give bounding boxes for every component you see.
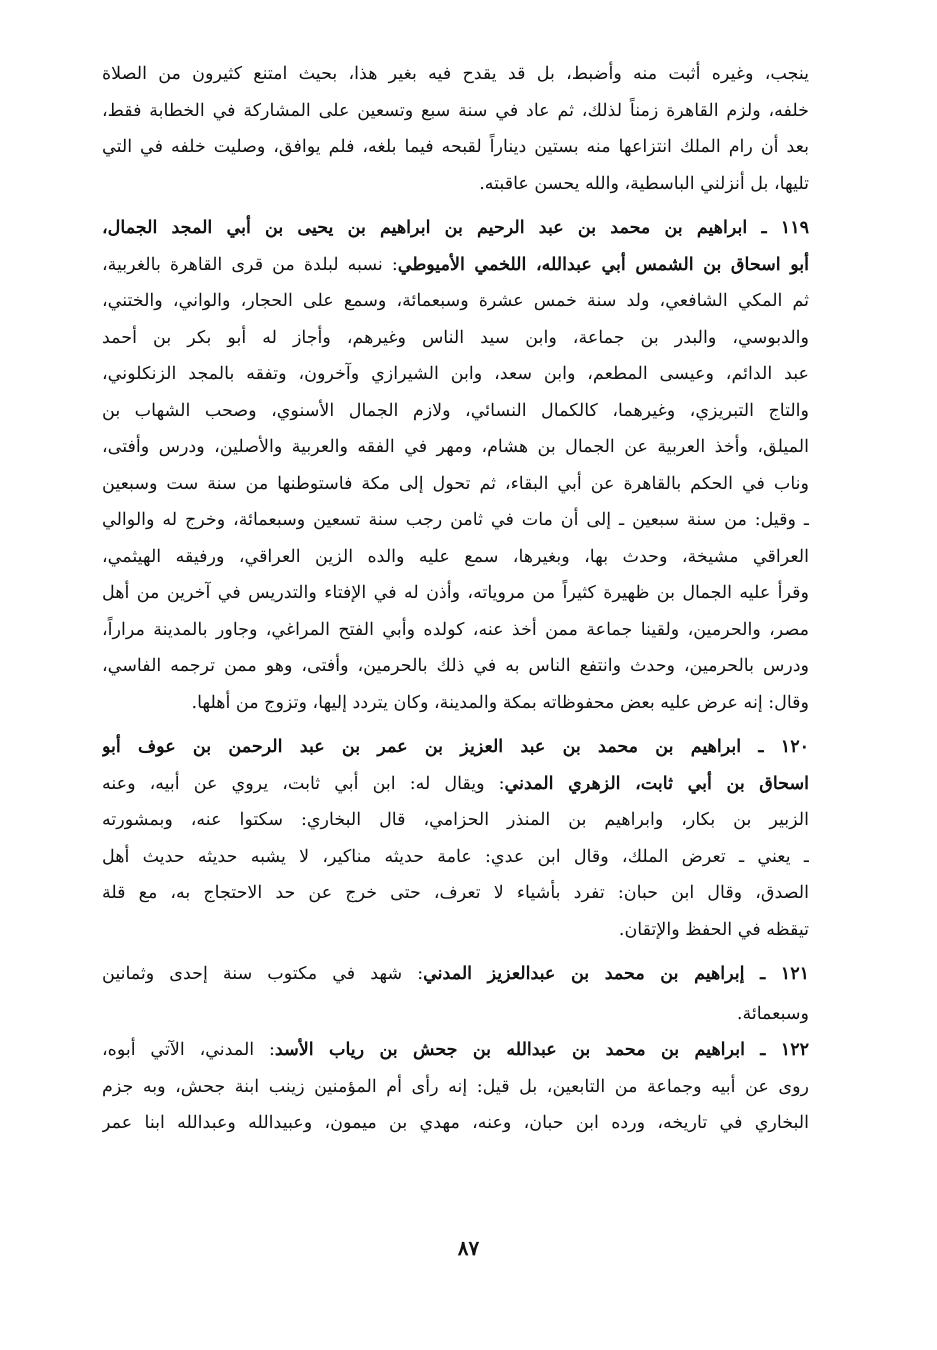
body-text: وناب في الحكم بالقاهرة عن أبي البقاء، ثم تحول إلى مكة فاستوطنها من سنة ست وسبعين bbox=[102, 473, 809, 494]
body-text: العراقي مشيخة، وحدث بها، وبغيرها، سمع عليه والده الزين العراقي، ورفيقه الهيثمي، bbox=[102, 546, 809, 567]
text-line bbox=[102, 912, 809, 949]
body-text: : شهد في مكتوب سنة إحدى وثمانين bbox=[102, 964, 424, 984]
body-text: الزبير بن بكار، وابراهيم بن المنذر الحزامي، قال البخاري: سكتوا عنه، وبمشورته bbox=[102, 810, 809, 830]
page-body bbox=[102, 56, 809, 1142]
text-line bbox=[102, 685, 809, 722]
text-line bbox=[102, 466, 809, 503]
paragraph-gap bbox=[102, 721, 809, 729]
body-text: ـ يعني ـ تعرض الملك، وقال ابن عدي: عامة حديثه مناكير، لا يشبه حديثه حديث أهل bbox=[102, 846, 809, 867]
text-line bbox=[102, 575, 809, 612]
body-text: روى عن أبيه وجماعة من التابعين، بل قيل: إنه رأى أم المؤمنين زينب ابنة جحش، وبه جزم bbox=[102, 1076, 809, 1097]
body-text: خلفه، ولزم القاهرة زمناً لذلك، ثم عاد في سنة سبع وتسعين على المشاركة في الخطابة فقط، bbox=[102, 100, 809, 121]
body-text: بعد أن رام الملك انتزاعها منه بستين ديناراً لقبحه فيما بلغه، فلم يوافق، وصليت خلفه في التي bbox=[102, 137, 809, 157]
text-line bbox=[102, 247, 809, 284]
text-line bbox=[102, 129, 809, 166]
body-text: وقرأ عليه الجمال بن ظهيرة كثيراً من مروياته، وأذن له في الإفتاء والتدريس في آخرين من أهل bbox=[102, 583, 809, 603]
body-text: تليها، بل أنزلني الباسطية، والله يحسن عاقبته. bbox=[479, 173, 809, 194]
text-line bbox=[102, 502, 809, 539]
text-line bbox=[102, 612, 809, 649]
body-text: وسبعمائة. bbox=[736, 1003, 809, 1024]
text-line bbox=[102, 1032, 809, 1069]
text-line bbox=[102, 875, 809, 912]
body-text: ودرس بالحرمين، وحدث وانتفع الناس به في ذلك بالحرمين، وأفتى، وهو ممن ترجمه الفاسي، bbox=[102, 656, 809, 676]
body-text: تيقظه في الحفظ والإتقان. bbox=[618, 919, 809, 940]
body-text: : ويقال له: ابن أبي ثابت، يروي عن أبيه، وعنه bbox=[102, 773, 505, 794]
body-text: وقال: إنه عرض عليه بعض محفوظاته بمكة والمدينة، وكان يتردد إليها، وتزوج من أهلها. bbox=[191, 692, 809, 713]
text-line bbox=[102, 802, 809, 839]
entry-heading: ١٢١ ـ إبراهيم بن محمد بن عبدالعزيز المدني bbox=[423, 964, 809, 984]
body-text: عبد الدائم، وعيسى المطعم، وابن سعد، وابن الشيرازي وآخرون، وتفقه بالمجد الزنكلوني، bbox=[102, 364, 809, 384]
paragraph-gap bbox=[102, 948, 809, 956]
text-line bbox=[102, 210, 809, 247]
text-line bbox=[102, 1069, 809, 1106]
body-text: الميلق، وأخذ العربية عن الجمال بن هشام، ومهر في الفقه والعربية والأصلين، ودرس وأفتى، bbox=[102, 437, 809, 457]
text-line bbox=[102, 56, 809, 93]
text-line bbox=[102, 729, 809, 766]
text-line bbox=[102, 539, 809, 576]
body-text: : نسبه لبلدة من قرى القاهرة بالغربية، bbox=[102, 254, 398, 275]
entry-heading: ١١٩ ـ ابراهيم بن محمد بن عبد الرحيم بن ابراهيم بن يحيى بن أبي المجد الجمال، bbox=[102, 218, 809, 238]
text-line bbox=[102, 766, 809, 803]
body-text: الصدق، وقال ابن حبان: تفرد بأشياء لا تعرف، حتى خرج عن حد الاحتجاج به، مع قلة bbox=[102, 883, 809, 903]
text-line bbox=[102, 320, 809, 357]
text-line bbox=[102, 356, 809, 393]
body-text: والدبوسي، والبدر بن جماعة، وابن سيد الناس وغيرهم، وأجاز له أبو بكر بن أحمد bbox=[102, 327, 809, 348]
text-line bbox=[102, 166, 809, 203]
body-text: ثم المكي الشافعي، ولد سنة خمس عشرة وسبعمائة، وسمع على الحجار، والواني، والختني، bbox=[102, 291, 809, 311]
text-line bbox=[102, 283, 809, 320]
paragraph-gap bbox=[102, 202, 809, 210]
body-text: ـ وقيل: من سنة سبعين ـ إلى أن مات في ثامن رجب سنة تسعين وسبعمائة، وخرج له والوالي bbox=[102, 510, 809, 530]
entry-heading: اسحاق بن أبي ثابت، الزهري المدني bbox=[504, 773, 809, 794]
page-number: ٨٧ bbox=[457, 1236, 480, 1260]
entry-heading: أبو اسحاق بن الشمس أبي عبدالله، اللخمي الأميوطي bbox=[397, 254, 809, 275]
text-line bbox=[102, 839, 809, 876]
entry-heading: ١٢٠ ـ ابراهيم بن محمد بن عبد العزيز بن عمر بن عبد الرحمن بن عوف أبو bbox=[102, 737, 809, 757]
text-line bbox=[102, 956, 809, 993]
entry-heading: ١٢٢ ـ ابراهيم بن محمد بن عبدالله بن جحش بن رياب الأسد bbox=[274, 1040, 809, 1060]
body-text: البخاري في تاريخه، ورده ابن حبان، وعنه، مهدي بن ميمون، وعبيدالله وعبدالله ابنا عمر bbox=[102, 1113, 809, 1133]
body-text: : المدني، الآتي أبوه، bbox=[102, 1040, 275, 1060]
text-line bbox=[102, 429, 809, 466]
body-text: مصر، والحرمين، ولقينا جماعة ممن أخذ عنه، كولده وأبي الفتح المراغي، وجاور بالمدينة مراراً، bbox=[102, 619, 809, 640]
text-line bbox=[102, 996, 809, 1033]
text-line bbox=[102, 93, 809, 130]
text-line bbox=[102, 648, 809, 685]
body-text: ينجب، وغيره أثبت منه وأضبط، بل قد يقدح فيه بغير هذا، بحيث امتنع كثيرون من الصلاة bbox=[102, 64, 809, 84]
text-line bbox=[102, 1105, 809, 1142]
text-line bbox=[102, 393, 809, 430]
body-text: والتاج التبريزي، وغيرهما، كالكمال النسائي، ولازم الجمال الأسنوي، وصحب الشهاب بن bbox=[102, 400, 809, 421]
